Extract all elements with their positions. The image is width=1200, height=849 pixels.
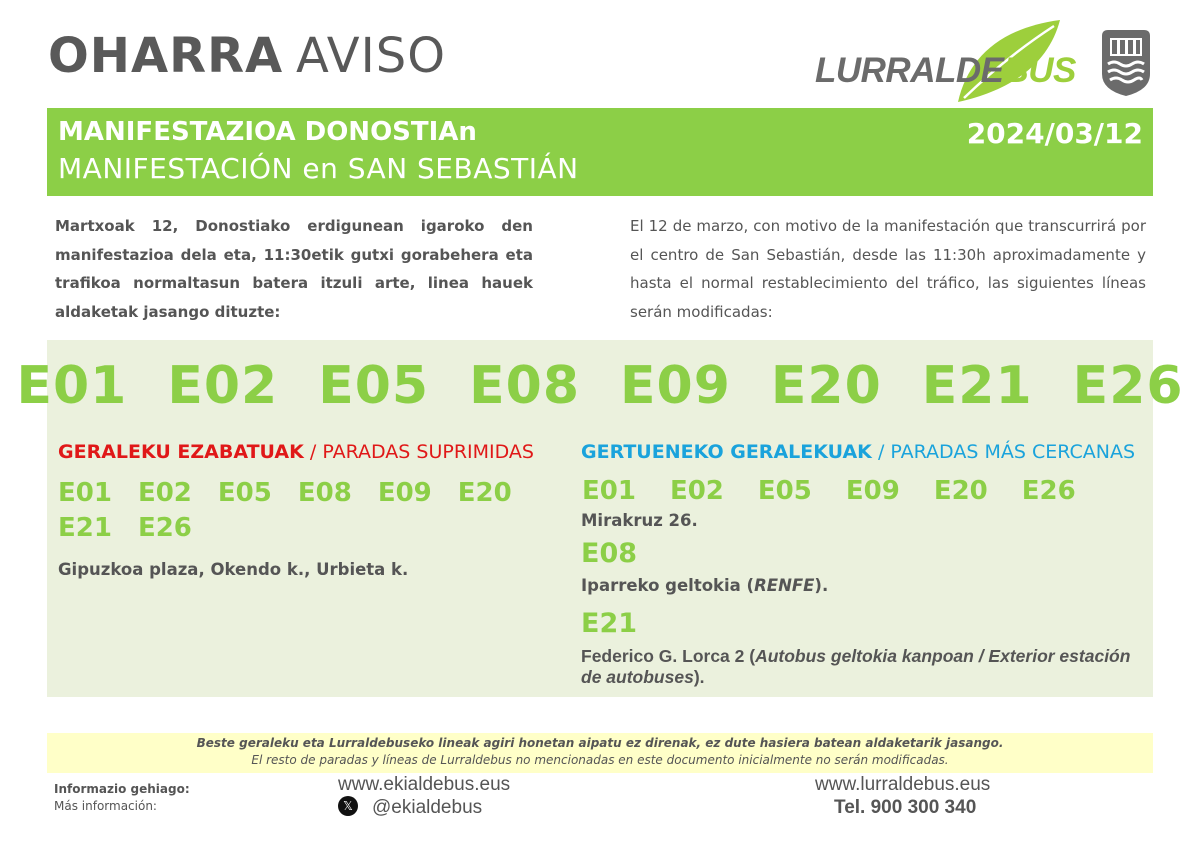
nearest-group2-line: E08 [581,538,638,569]
lurraldebus-website-link[interactable]: www.lurraldebus.eus [815,774,991,795]
note-spanish: El resto de paradas y líneas de Lurraldebus no mencionadas en este documento inicialmente no serán modificadas. [251,753,949,767]
line-code: E01 [582,476,636,506]
line-code: E05 [318,356,430,416]
line-code: E09 [620,356,731,416]
heading-separator: / [871,441,891,463]
title-basque: MANIFESTAZIOA DONOSTIAn [58,117,477,147]
line-code: E02 [167,356,279,416]
suppressed-heading-spanish: PARADAS SUPRIMIDAS [322,441,534,463]
heading-separator: / [303,441,323,463]
note-basque: Beste geraleku eta Lurraldebuseko lineak agiri honetan aipatu ez direnak, ez dute hasiera batean aldaketarik jasango. [196,736,1004,750]
x-twitter-icon: 𝕏 [338,796,358,816]
logo-wordmark [815,51,1076,91]
line-code: E21 [58,513,112,543]
stop-text-italic: Autobus geltokia kanpoan / Exterior estación de autobuses [581,646,1131,687]
intro-basque: Martxoak 12, Donostiako erdigunean igaroko den manifestazioa dela eta, 11:30etik gutxi gorabehera eta trafikoa normaltasun batera itzuli arte, linea hauek aldaketak jasango dituzte: [55,217,533,321]
line-code: E08 [297,478,352,508]
twitter-handle-link[interactable]: @ekialdebus [372,797,483,818]
intro-spanish: El 12 de marzo, con motivo de la manifestación que transcurrirá por el centro de San Sebastián, desde las 11:30h aproximadamente y hasta el normal restablecimiento del tráfico, las siguientes líneas serán modificadas: [630,217,1146,321]
stop-text: Federico G. Lorca 2 ( [581,646,756,666]
line-code: E20 [457,478,512,508]
line-code: E01 [58,478,112,508]
stop-text-end: ). [814,576,829,595]
suppressed-lines [58,476,558,546]
line-code: E09 [845,476,900,506]
more-info-label-spanish: Más información: [54,799,157,813]
line-code: E26 [1021,476,1076,506]
line-code: E05 [217,478,272,508]
stop-text-end: ). [693,667,705,687]
line-code: E05 [757,476,812,506]
nearest-group1-stop: Mirakruz 26. [581,511,698,530]
nearest-group3-line: E21 [581,608,638,639]
more-info-label-basque: Informazio gehiago: [54,782,190,796]
line-code: E20 [770,356,882,416]
title-date: 2024/03/12 [966,117,1143,150]
phone-number[interactable]: Tel. 900 300 340 [834,797,977,818]
gipuzkoa-shield-icon [1100,28,1152,98]
lurraldebus-logo [815,18,1076,108]
line-code: E26 [137,513,192,543]
suppressed-stops-list: Gipuzkoa plaza, Okendo k., Urbieta k. [58,560,409,579]
nearest-group1-lines [582,474,1076,509]
line-code: E26 [1072,356,1184,416]
line-code: E09 [377,478,432,508]
suppressed-stops-heading [58,441,534,463]
line-code: E02 [669,476,724,506]
line-code: E02 [137,478,192,508]
stop-text-italic: RENFE [754,576,815,595]
affected-lines-row [16,356,1184,416]
nearest-group2-stop [581,576,828,595]
logo-wordmark-accent: BUS [1003,51,1076,90]
line-code: E20 [933,476,988,506]
line-code: E21 [921,356,1033,416]
nearest-stops-heading [581,441,1135,463]
nearest-heading-basque: GERTUENEKO GERALEKUAK [581,441,872,463]
title-spanish: MANIFESTACIÓN en SAN SEBASTIÁN [58,152,579,185]
ekialdebus-website-link[interactable]: www.ekialdebus.eus [338,774,511,795]
suppressed-heading-basque: GERALEKU EZABATUAK [58,441,304,463]
nearest-group3-stop [581,646,1141,688]
logo-wordmark-main: LURRALDE [815,51,1004,90]
line-code: E08 [469,356,580,416]
stop-text: Iparreko geltokia ( [581,576,755,595]
heading-oharra: OHARRA [48,28,284,84]
line-code: E01 [16,356,128,416]
heading-aviso: AVISO [296,28,447,84]
nearest-heading-spanish: PARADAS MÁS CERCANAS [890,441,1136,463]
